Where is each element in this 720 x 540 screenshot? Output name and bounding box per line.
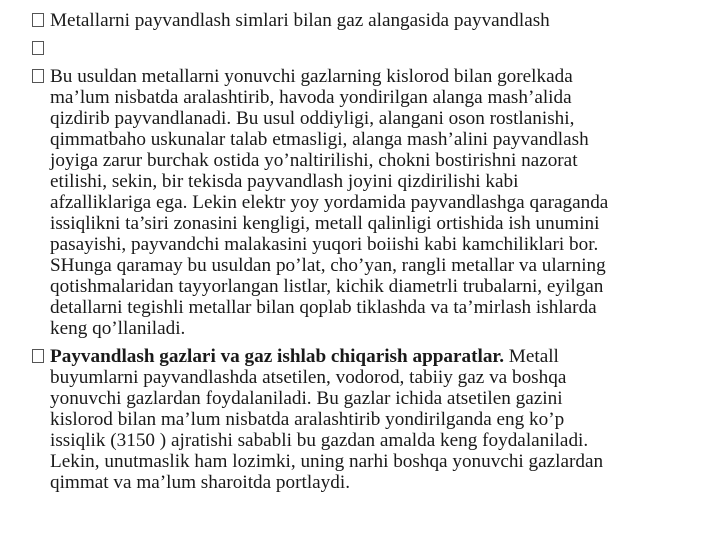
paragraph-line-text: ma’lum nisbatda aralashtirib, havoda yondirilgan alanga mash’alida [50,87,572,108]
paragraph-line [50,431,588,450]
paragraph-line [50,214,599,233]
paragraph-line [50,473,350,492]
paragraph-line-text: Bu usuldan metallarni yonuvchi gazlarning kislorod bilan gorelkada [50,66,573,87]
square-bullet-icon [32,13,44,27]
paragraph-line [50,109,574,128]
paragraph-line [50,319,185,338]
paragraph-line-text: joyiga zarur burchak ostida yo’naltirilishi, chokni bostirishni nazorat [50,150,578,171]
paragraph-line [50,368,566,387]
square-bullet-icon [32,41,44,55]
paragraph-line [50,67,573,86]
paragraph-line [50,193,608,212]
paragraph-line [50,298,597,317]
paragraph-line-text: SHunga qaramay bu usuldan po’lat, cho’yan, rangli metallar va ularning [50,255,606,276]
paragraph-line-text: qimmatbaho uskunalar talab etmasligi, alanga mash’alini payvandlash [50,129,589,150]
paragraph-line [50,410,564,429]
paragraph-line [50,151,578,170]
section-heading-bold: Payvandlash gazlari va gaz ishlab chiqarish apparatlar. [50,346,504,367]
paragraph-line [50,130,589,149]
paragraph-line-text: Lekin, unutmaslik ham lozimki, uning narhi boshqa yonuvchi gazlardan [50,451,604,472]
heading-line [50,11,550,30]
paragraph-line-text: pasayishi, payvandchi malakasini yuqori boiishi kabi kamchiliklari bor. [50,234,599,255]
paragraph-line [50,347,559,366]
square-bullet-icon [32,349,44,363]
paragraph-line-text: buyumlarni payvandlashda atsetilen, vodorod, tabiiy gaz va boshqa [50,367,567,388]
paragraph-line-text: issiqlikni ta’siri zonasini kengligi, metall qalinligi ortishida ish unumini [50,213,600,234]
square-bullet-icon [32,69,44,83]
paragraph-line [50,389,563,408]
paragraph-line-text: Metall [504,346,559,367]
paragraph-line-text: detallarni tegishli metallar bilan qoplab tiklashda va ta’mirlash ishlarda [50,297,597,318]
paragraph-line-text: afzalliklariga ega. Lekin elektr yoy yordamida payvandlashga qaraganda [50,192,609,213]
paragraph-line-text: yonuvchi gazlardan foydalaniladi. Bu gazlar ichida atsetilen gazini [50,388,563,409]
paragraph-line-text: qotishmalaridan tayyorlangan listlar, kichik diametrli trubalarni, eyilgan [50,276,604,297]
paragraph-line-text: kislorod bilan ma’lum nisbatda aralashtirib yondirilganda eng ko’p [50,409,565,430]
paragraph-line [50,256,606,275]
heading-text: Metallarni payvandlash simlari bilan gaz alangasida payvandlash [50,10,550,31]
paragraph-line-text: qizdirib payvandlanadi. Bu usul oddiyligi, alangani oson rostlanishi, [50,108,575,129]
paragraph-line-text: etilishi, sekin, bir tekisda payvandlash joyini qizdirilishi kabi [50,171,519,192]
paragraph-line-text: qimmat va ma’lum sharoitda portlaydi. [50,472,351,493]
paragraph-line [50,277,603,296]
paragraph-line [50,452,603,471]
paragraph-line [50,235,598,254]
paragraph-line [50,172,518,191]
paragraph-line [50,88,572,107]
paragraph-line-text: keng qo’llaniladi. [50,318,186,339]
paragraph-line-text: issiqlik (3150 ) ajratishi sababli bu gazdan amalda keng foydalaniladi. [50,430,589,451]
